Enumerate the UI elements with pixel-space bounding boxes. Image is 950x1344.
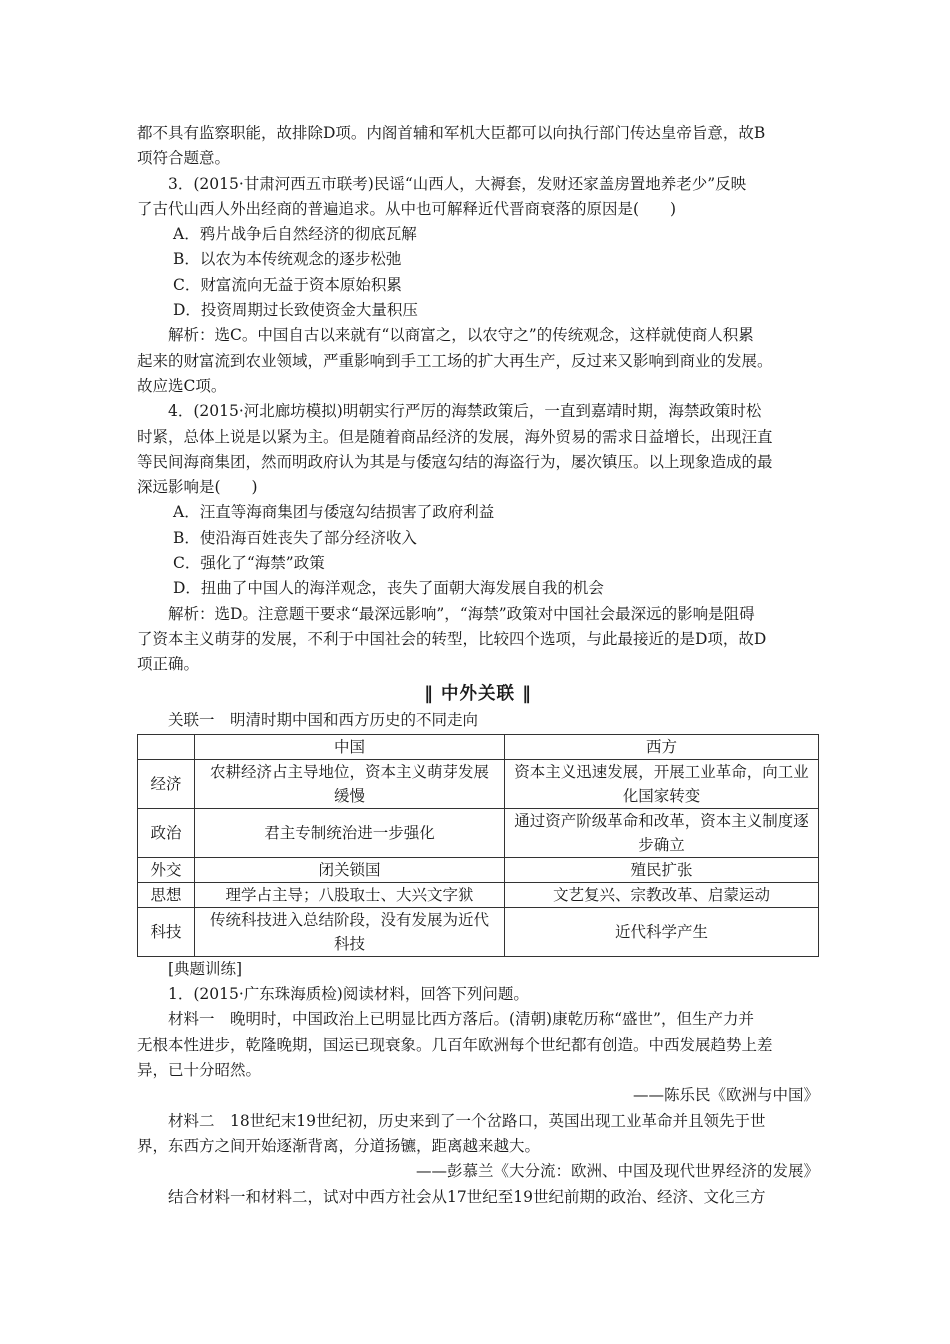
table-row bbox=[138, 907, 819, 956]
document-content bbox=[137, 121, 819, 1210]
question-4-stem: 4．(2015·河北廊坊模拟)明朝实行严厉的海禁政策后，一直到嘉靖时期，海禁政策时松 bbox=[168, 402, 762, 421]
question-4-stem-cont: 深远影响是( ) bbox=[137, 478, 258, 497]
question-4-option-a: A．汪直等海商集团与倭寇勾结损害了政府利益 bbox=[173, 503, 495, 522]
cell-west: 近代科学产生 bbox=[504, 907, 818, 956]
section-bar-left: ‖ bbox=[424, 683, 434, 704]
table-header-row bbox=[138, 734, 819, 759]
question-3-analysis-cont: 故应选C项。 bbox=[137, 376, 227, 395]
relation-title: 关联一 明清时期中国和西方历史的不同走向 bbox=[168, 710, 479, 729]
cell-west: 文艺复兴、宗教改革、启蒙运动 bbox=[504, 882, 818, 907]
question-4-option-b: B．使沿海百姓丧失了部分经济收入 bbox=[173, 528, 417, 547]
table-row bbox=[138, 857, 819, 882]
question-3-option-b: B．以农为本传统观念的逐步松弛 bbox=[173, 250, 402, 269]
question-3-option-a: A．鸦片战争后自然经济的彻底瓦解 bbox=[173, 225, 417, 244]
cell-west: 殖民扩张 bbox=[504, 857, 818, 882]
question-3-option-d: D．投资周期过长致使资金大量积压 bbox=[173, 301, 418, 320]
material-1-source: ——陈乐民《欧洲与中国》 bbox=[632, 1086, 819, 1105]
material-2: 材料二 18世纪末19世纪初，历史来到了一个岔路口，英国出现工业革命并且领先于世 bbox=[168, 1111, 766, 1130]
table-row bbox=[138, 808, 819, 857]
question-4-analysis: 解析：选D。注意题干要求“最深远影响”，“海禁”政策对中国社会最深远的影响是阻碍 bbox=[168, 604, 755, 623]
section-title-text: 中外关联 bbox=[441, 683, 515, 704]
text-line: 都不具有监察职能，故排除D项。内阁首辅和军机大臣都可以向执行部门传达皇帝旨意，故B bbox=[137, 124, 766, 142]
section-bar-right: ‖ bbox=[522, 683, 532, 704]
question-3-analysis-cont: 起来的财富流到农业领域，严重影响到手工工场的扩大再生产，反过来又影响到商业的发展。 bbox=[137, 351, 773, 370]
table-header-west: 西方 bbox=[504, 734, 818, 759]
question-3-stem: 3．(2015·甘肃河西五市联考)民谣“山西人，大褥套，发财还家盖房置地养老少”反映 bbox=[168, 174, 747, 193]
row-label: 科技 bbox=[138, 907, 195, 956]
table-header-china: 中国 bbox=[195, 734, 505, 759]
cell-china: 农耕经济占主导地位，资本主义萌芽发展缓慢 bbox=[195, 759, 505, 808]
material-1-cont: 无根本性进步，乾隆晚期，国运已现衰象。几百年欧洲每个世纪都有创造。中西发展趋势上差 bbox=[137, 1035, 773, 1054]
material-2-cont: 界，东西方之间开始逐渐背离，分道扬镳，距离越来越大。 bbox=[137, 1136, 541, 1155]
table-row bbox=[138, 759, 819, 808]
row-label: 思想 bbox=[138, 882, 195, 907]
cell-china: 传统科技进入总结阶段，没有发展为近代科技 bbox=[195, 907, 505, 956]
cell-west: 资本主义迅速发展，开展工业革命，向工业化国家转变 bbox=[504, 759, 818, 808]
text-line: 项符合题意。 bbox=[137, 149, 231, 168]
training-question-1-stem: 1．(2015·广东珠海质检)阅读材料，回答下列问题。 bbox=[168, 985, 529, 1004]
section-title bbox=[137, 680, 819, 708]
question-4-stem-cont: 等民间海商集团，然而明政府认为其是与倭寇勾结的海盗行为，屡次镇压。以上现象造成的最 bbox=[137, 452, 773, 471]
material-2-source: ——彭慕兰《大分流：欧洲、中国及现代世界经济的发展》 bbox=[415, 1162, 819, 1181]
question-3-stem-cont: 了古代山西人外出经商的普遍追求。从中也可解释近代晋商衰落的原因是( ) bbox=[137, 199, 677, 218]
cell-china: 理学占主导；八股取士、大兴文字狱 bbox=[195, 882, 505, 907]
table-header-blank bbox=[138, 734, 195, 759]
question-3-analysis: 解析：选C。中国自古以来就有“以商富之，以农守之”的传统观念，这样就使商人积累 bbox=[168, 326, 754, 345]
question-4-stem-cont: 时紧，总体上说是以紧为主。但是随着商品经济的发展，海外贸易的需求日益增长，出现汪直 bbox=[137, 427, 773, 446]
material-1: 材料一 晚明时，中国政治上已明显比西方落后。(清朝)康乾历称“盛世”，但生产力并 bbox=[168, 1010, 754, 1029]
question-3-option-c: C．财富流向无益于资本原始积累 bbox=[173, 275, 402, 294]
row-label: 外交 bbox=[138, 857, 195, 882]
question-4-analysis-cont: 了资本主义萌芽的发展，不利于中国社会的转型，比较四个选项，与此最接近的是D项，故D bbox=[137, 629, 767, 648]
cell-china: 君主专制统治进一步强化 bbox=[195, 808, 505, 857]
material-1-cont: 异，已十分昭然。 bbox=[137, 1061, 262, 1080]
question-4-analysis-cont: 项正确。 bbox=[137, 655, 200, 674]
cell-china: 闭关锁国 bbox=[195, 857, 505, 882]
question-4-option-d: D．扭曲了中国人的海洋观念，丧失了面朝大海发展自我的机会 bbox=[173, 579, 604, 598]
row-label: 政治 bbox=[138, 808, 195, 857]
question-instruction: 结合材料一和材料二，试对中西方社会从17世纪至19世纪前期的政治、经济、文化三方 bbox=[168, 1187, 766, 1206]
comparison-table bbox=[137, 734, 819, 957]
question-4-option-c: C．强化了“海禁”政策 bbox=[173, 554, 325, 573]
cell-west: 通过资产阶级革命和改革，资本主义制度逐步确立 bbox=[504, 808, 818, 857]
table-row bbox=[138, 882, 819, 907]
training-heading: [典题训练] bbox=[168, 959, 243, 978]
row-label: 经济 bbox=[138, 759, 195, 808]
